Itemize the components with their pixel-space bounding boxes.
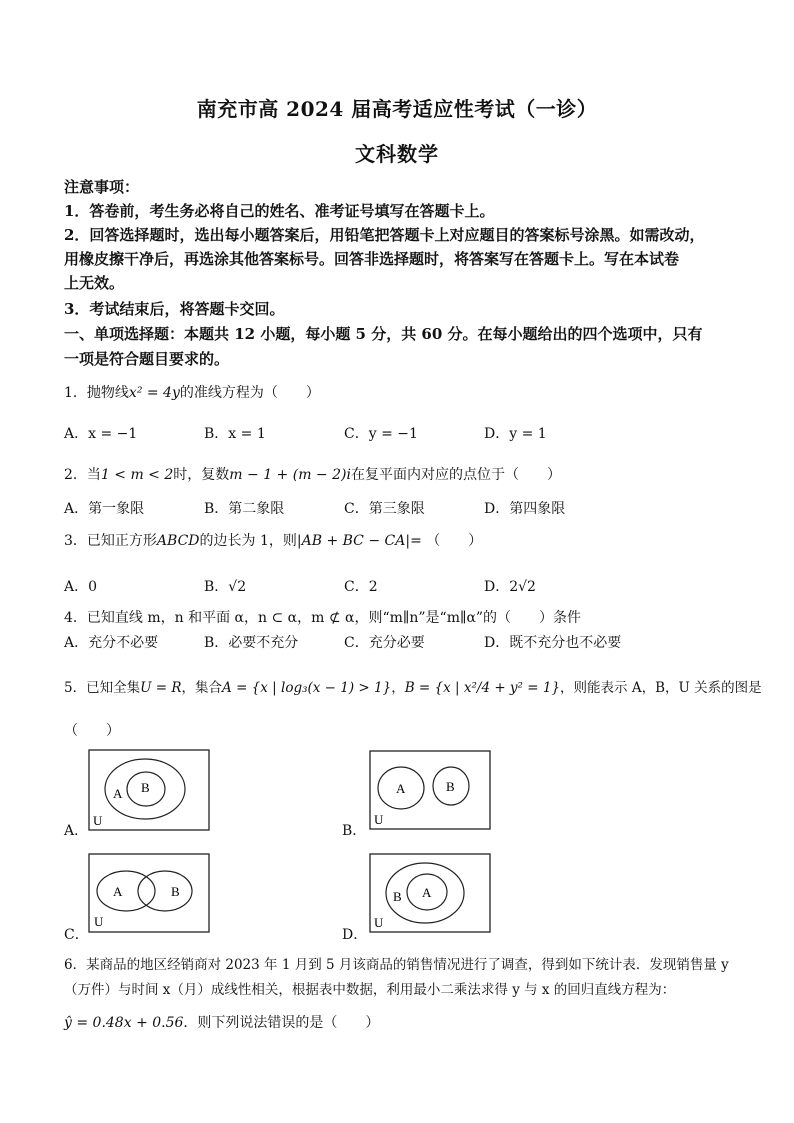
q5-set-a: A = {x | log₃(x − 1) > 1} xyxy=(222,680,392,696)
notice-item-3: 3．考试结束后，将答题卡交回。 xyxy=(64,300,285,318)
question-6-line-2: （万件）与时间 x（月）成线性相关，根据表中数据，利用最小二乘法求得 y 与 x 的回归直线方程为： xyxy=(64,982,676,998)
q5-text-post: ，则能表示 A，B，U 关系的图是 xyxy=(560,680,762,696)
notice-item-2-line-3: 上无效。 xyxy=(64,274,125,292)
q1-option-a: A．x = −1 xyxy=(64,426,138,442)
venn-diagram-b xyxy=(369,750,491,834)
section-1-line-2: 一项是符合题目要求的。 xyxy=(64,350,230,368)
question-1 xyxy=(64,382,734,402)
venn-d-label-b: B xyxy=(393,889,402,904)
venn-b-label-a: A xyxy=(396,781,406,796)
q1-option-b: B．x = 1 xyxy=(204,426,266,442)
question-6-line-1: 6．某商品的地区经销商对 2023 年 1 月到 5 月该商品的销售情况进行了调查，得到如下统计表．发现销售量 y xyxy=(64,957,729,973)
q1-option-c: C．y = −1 xyxy=(344,426,418,442)
q2-option-c: C．第三象限 xyxy=(344,501,425,517)
exam-subject: 文科数学 xyxy=(355,142,439,166)
q5-option-d: D． xyxy=(342,927,368,943)
venn-a-label-a: A xyxy=(113,786,123,801)
venn-d-label-a: A xyxy=(422,885,432,900)
q3-text-pre: 3．已知正方形 xyxy=(64,533,157,549)
q3-option-a: A．0 xyxy=(64,579,98,595)
section-1-line-1: 一、单项选择题：本题共 12 小题，每小题 5 分，共 60 分。在每小题给出的四个选项中，只有 xyxy=(64,325,703,343)
venn-b-universe xyxy=(370,751,490,829)
q4-option-c: C．充分必要 xyxy=(344,635,425,651)
q5-option-b: B． xyxy=(342,823,367,839)
q5-text-b: ， xyxy=(391,680,405,696)
venn-a-label-b: B xyxy=(141,780,150,795)
q5-set-b: B = {x | x²/4 + y² = 1} xyxy=(404,680,561,696)
question-2 xyxy=(64,464,734,484)
venn-b-label-u: U xyxy=(374,812,384,827)
q5-paren: （ ） xyxy=(64,723,120,739)
question-6-line-3 xyxy=(64,1012,734,1032)
q3-option-d: D．2√2 xyxy=(484,579,536,595)
q3-option-c: C．2 xyxy=(344,579,378,595)
venn-c-universe xyxy=(89,854,209,932)
q5-text-a: ，集合 xyxy=(181,680,223,696)
q3-shape: ABCD xyxy=(156,533,200,549)
notice-item-2-line-2: 用橡皮擦干净后，再选涂其他答案标号。回答非选择题时，将答案写在答题卡上。写在本试卷 xyxy=(64,250,680,268)
q3-text-mid: 的边长为 1，则 xyxy=(199,533,297,549)
q6-regression-hat: ŷ = xyxy=(64,1015,89,1031)
q3-option-b: B．√2 xyxy=(204,579,247,595)
q1-expr: x² = 4y xyxy=(128,385,180,401)
q2-text-post: 在复平面内对应的点位于（ ） xyxy=(350,467,561,483)
q6-regression-equation: 0.48x + 0.56 xyxy=(92,1015,184,1031)
q2-option-d: D．第四象限 xyxy=(484,501,566,517)
question-5 xyxy=(64,676,762,696)
q2-option-a: A．第一象限 xyxy=(64,501,145,517)
venn-diagram-c xyxy=(88,853,210,937)
venn-d-label-u: U xyxy=(374,915,384,930)
q4-option-a: A．充分不必要 xyxy=(64,635,159,651)
exam-title: 南充市高 2024 届高考适应性考试（一诊） xyxy=(196,97,598,121)
q3-text-post: = （ ） xyxy=(410,533,483,549)
venn-diagram-d xyxy=(369,853,491,937)
q2-expr: m − 1 + (m − 2)i xyxy=(229,467,351,483)
venn-c-label-u: U xyxy=(94,914,104,929)
q4-option-d: D．既不充分也不必要 xyxy=(484,635,622,651)
question-3 xyxy=(64,530,734,550)
notice-item-2-line-1: 2．回答选择题时，选出每小题答案后，用铅笔把答题卡上对应题目的答案标号涂黑。如需改动， xyxy=(64,226,705,244)
q5-universal-set: U = R xyxy=(140,680,182,696)
q2-text-pre: 2．当 xyxy=(64,467,101,483)
q2-text-mid: 时，复数 xyxy=(173,467,230,483)
venn-c-label-b: B xyxy=(171,884,180,899)
venn-b-label-b: B xyxy=(446,779,455,794)
notice-item-1: 1．答卷前，考生务必将自己的姓名、准考证号填写在答题卡上。 xyxy=(64,202,495,220)
q2-option-b: B．第二象限 xyxy=(204,501,285,517)
q4-option-b: B．必要不充分 xyxy=(204,635,299,651)
notice-heading: 注意事项： xyxy=(64,178,140,196)
venn-c-set-b xyxy=(138,871,192,911)
q1-option-d: D．y = 1 xyxy=(484,426,547,442)
q2-cond: 1 < m < 2 xyxy=(100,467,174,483)
q1-text-pre: 1．抛物线 xyxy=(64,385,129,401)
q5-option-c: C． xyxy=(64,927,89,943)
q1-text-post: 的准线方程为（ ） xyxy=(179,385,320,401)
q3-vector-expr: |AB + BC − CA| xyxy=(296,533,411,549)
venn-diagram-a xyxy=(88,749,210,835)
venn-a-label-u: U xyxy=(93,813,103,828)
question-4: 4．已知直线 m，n 和平面 α，n ⊂ α，m ⊄ α，则“m∥n”是“m∥α”的（ ）条件 xyxy=(64,610,582,626)
q6-line-3-post: ．则下列说法错误的是（ ） xyxy=(183,1015,380,1031)
q5-option-a: A． xyxy=(64,823,89,839)
q5-text-pre: 5．已知全集 xyxy=(64,680,141,696)
venn-c-label-a: A xyxy=(113,884,123,899)
